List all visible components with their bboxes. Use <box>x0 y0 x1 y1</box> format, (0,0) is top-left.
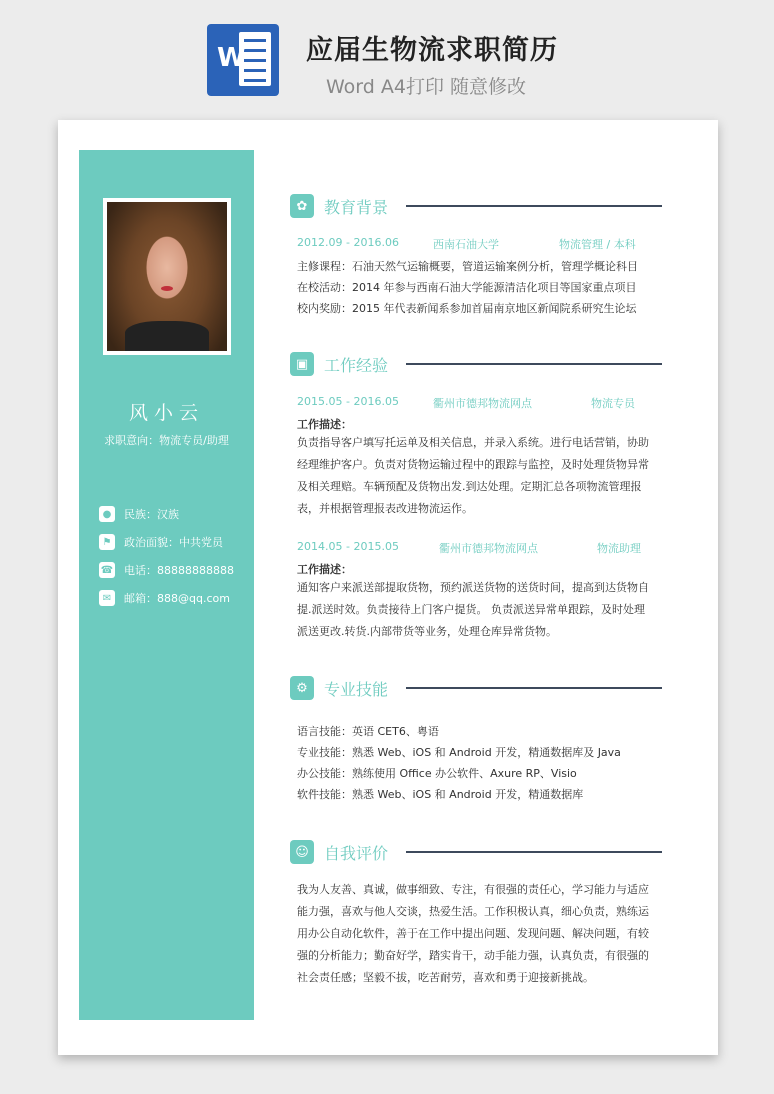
info-email: ✉ 邮箱：888@qq.com <box>99 584 234 612</box>
personal-info-list <box>99 500 234 612</box>
job-description: 通知客户来派送部提取货物，预约派送货物的送货时间，提高到达货物自提.派送时效。负责接待上门客户提货。 负责派送异常单跟踪，及时处理派送更改.转货.内部带货等业务，处理仓库异常货物。 <box>297 581 649 638</box>
section-title: 自我评价 <box>324 843 389 863</box>
education-line: 校内奖励：2015 年代表新闻系参加首届南京地区新闻院系研究生论坛 <box>297 302 637 315</box>
leaf-icon: ✿ <box>290 194 314 218</box>
mail-icon: ✉ <box>99 590 115 606</box>
job-desc-label: 工作描述： <box>297 418 352 431</box>
info-phone: ☎ 电话：88888888888 <box>100 564 234 577</box>
job-desc-label: 工作描述： <box>297 563 352 576</box>
skill-line: 软件技能：熟悉 Web、iOS 和 Android 开发，精通数据库 <box>297 788 584 801</box>
section-title: 教育背景 <box>324 197 389 217</box>
divider <box>406 687 662 689</box>
job-intent: 求职意向：物流专员/助理 <box>104 434 229 447</box>
section-title: 专业技能 <box>324 679 389 699</box>
info-political-status: ⚑ 政治面貌：中共党员 <box>99 528 234 556</box>
header-banner <box>0 0 774 120</box>
section-skills-header <box>290 676 662 700</box>
section-title: 工作经验 <box>324 355 389 375</box>
banner-title: 应届生物流求职简历 <box>306 35 558 66</box>
profile-sidebar <box>79 150 254 1020</box>
education-summary: 2012.09 - 2016.06 西南石油大学 物流管理 / 本科 <box>297 236 636 251</box>
word-icon <box>207 24 279 96</box>
section-self-header <box>290 840 662 864</box>
skill-line: 语言技能：英语 CET6、粤语 <box>297 725 439 738</box>
info-ethnicity: ● 民族：汉族 <box>99 500 234 528</box>
phone-icon: ☎ <box>99 562 115 578</box>
person-icon: ● <box>99 506 115 522</box>
job-summary: 2015.05 - 2016.05 衢州市德邦物流网点 物流专员 <box>297 395 635 410</box>
skill-line: 办公技能：熟练使用 Office 办公软件、Axure RP、Visio <box>297 767 577 780</box>
job-summary: 2014.05 - 2015.05 衢州市德邦物流网点 物流助理 <box>297 540 641 555</box>
resume-page <box>58 120 718 1055</box>
divider <box>406 205 662 207</box>
word-logo-letter: W <box>217 43 246 73</box>
divider <box>406 363 662 365</box>
banner-subtitle: Word A4打印 随意修改 <box>326 76 527 98</box>
self-evaluation-text: 我为人友善、真诚，做事细致、专注，有很强的责任心，学习能力与适应能力强，喜欢与他人交谈，热爱生活。工作积极认真，细心负责，熟练运用办公自动化软件，善于在工作中提出问题、发现问题、解决问题，有较强的分析能力；勤奋好学，踏实肯干，动手能力强，认真负责，有很强的社会责任感；坚毅不拔，吃苦耐劳，喜欢和勇于迎接新挑战。 <box>297 883 649 984</box>
candidate-name: 风小云 <box>128 402 204 424</box>
user-card-icon: ☺ <box>290 840 314 864</box>
gears-icon: ⚙ <box>290 676 314 700</box>
flag-icon: ⚑ <box>99 534 115 550</box>
briefcase-icon: ▣ <box>290 352 314 376</box>
profile-photo <box>103 198 231 355</box>
education-line: 主修课程：石油天然气运输概要，管道运输案例分析，管理学概论科目 <box>297 260 638 273</box>
education-line: 在校活动：2014 年参与西南石油大学能源清洁化项目等国家重点项目 <box>297 281 637 294</box>
skill-line: 专业技能：熟悉 Web、iOS 和 Android 开发，精通数据库及 Java <box>297 746 621 759</box>
section-work-header <box>290 352 662 376</box>
job-description: 负责指导客户填写托运单及相关信息，并录入系统。进行电话营销，协助经理维护客户。负责对货物运输过程中的跟踪与监控，及时处理货物异常及相关理赔。车辆预配及货物出发.到达处理。定期汇总各项物流管理报表，并根据管理报表改进物流运作。 <box>297 436 649 515</box>
section-education-header <box>290 194 662 218</box>
divider <box>406 851 662 853</box>
